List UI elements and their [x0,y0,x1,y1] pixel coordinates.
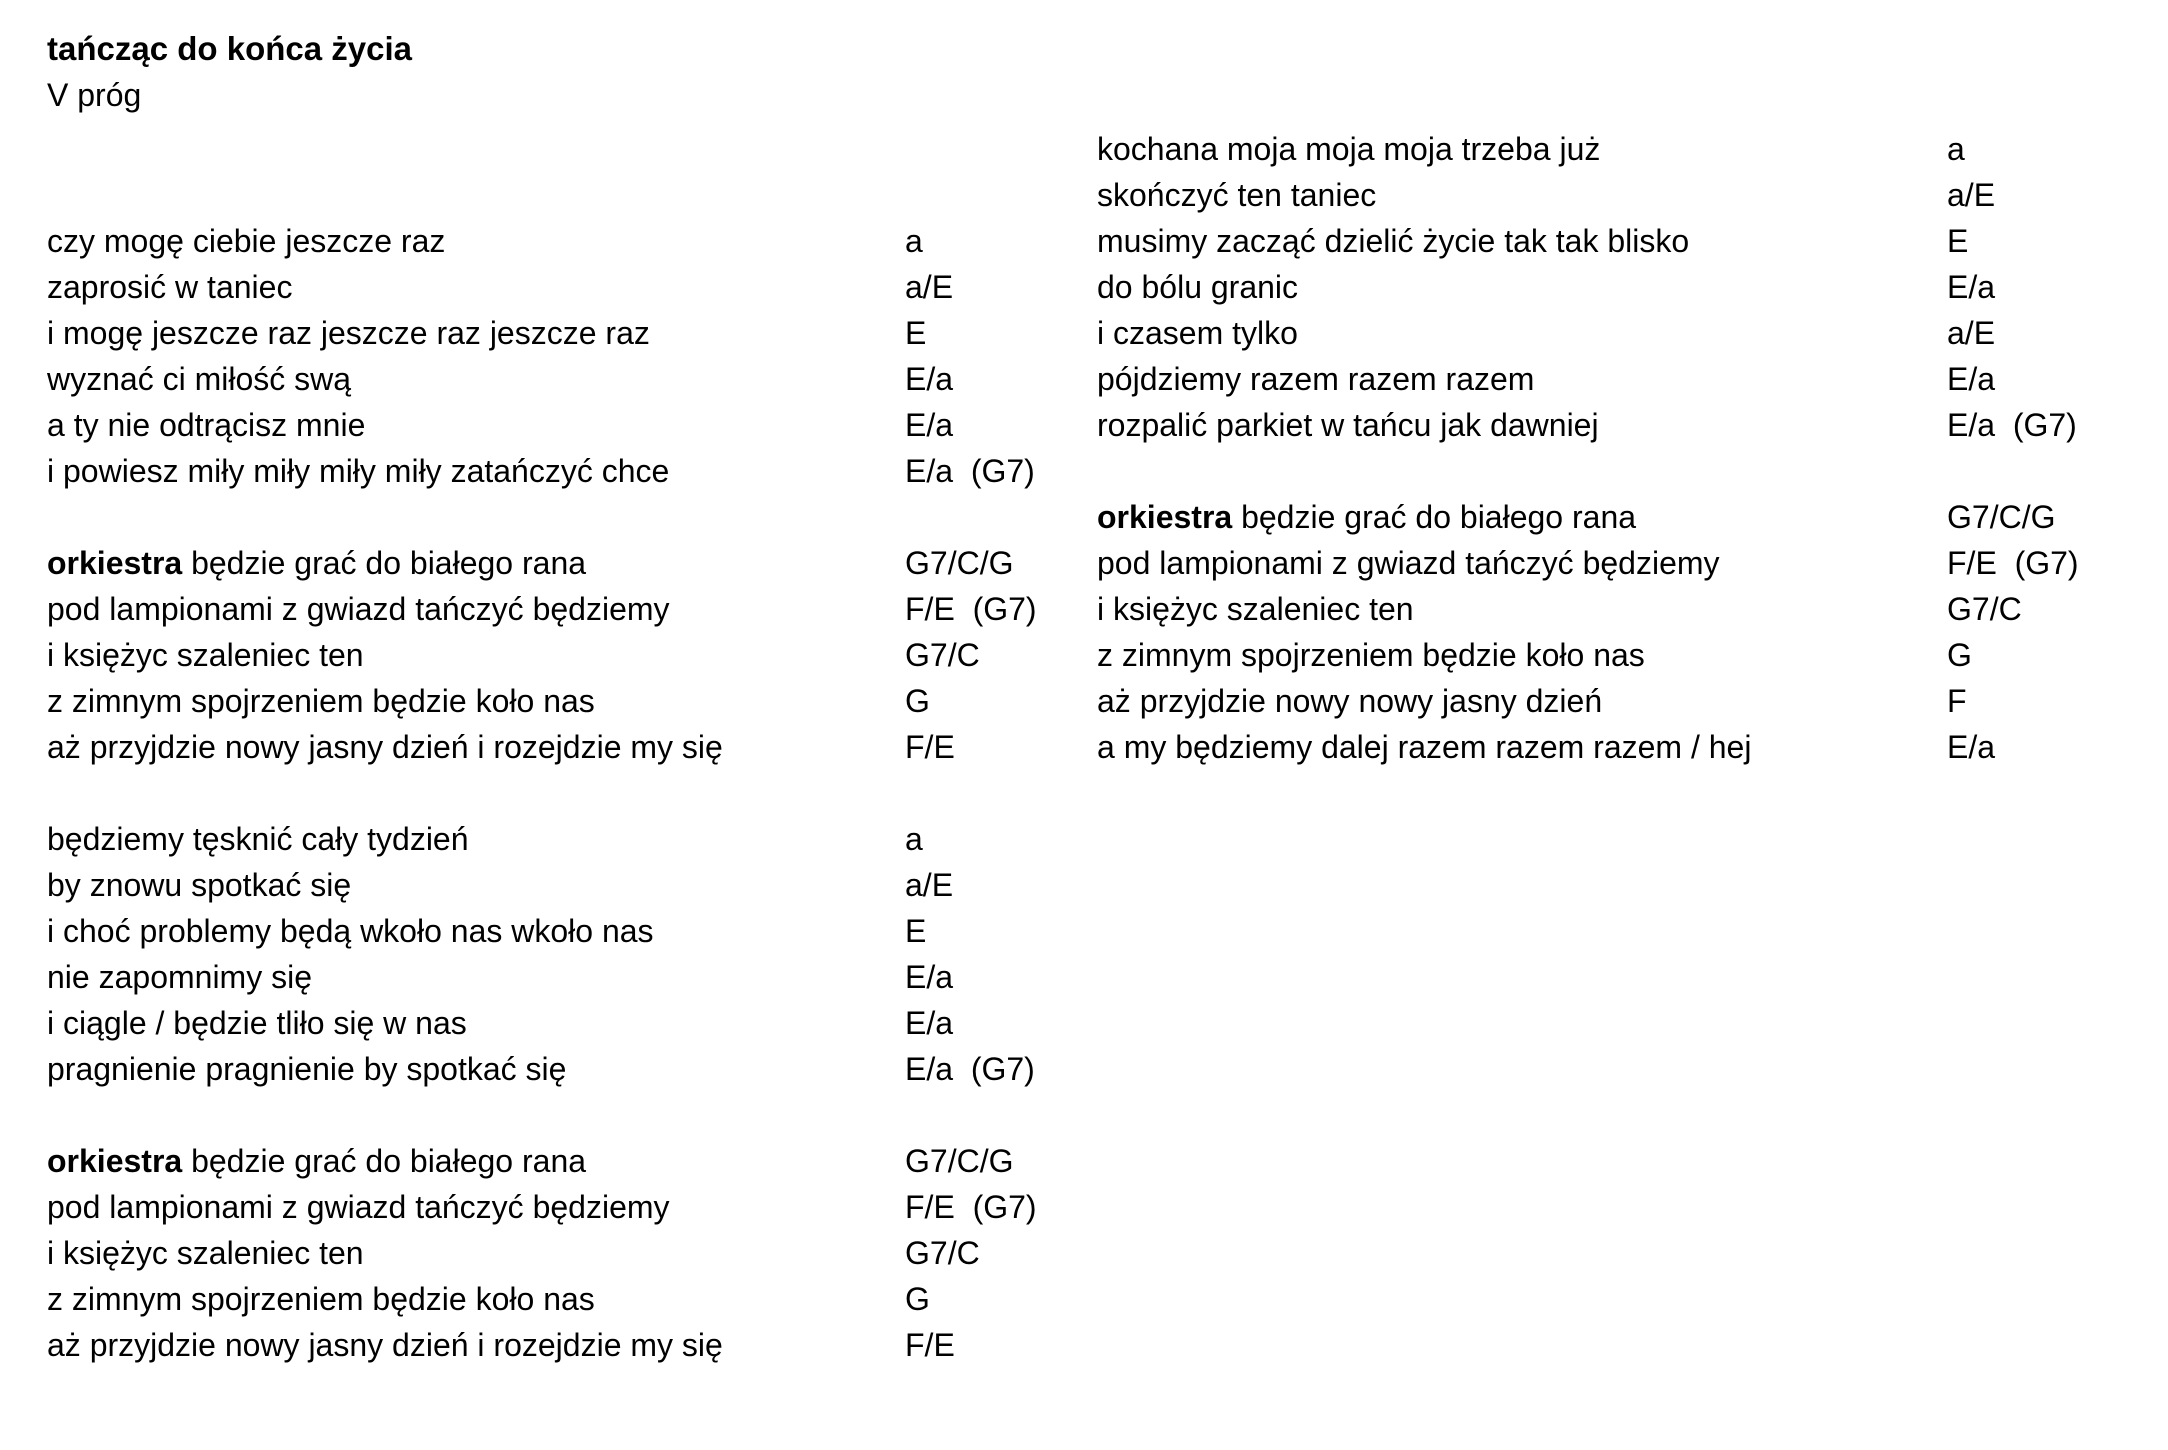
stanza [47,816,1037,1092]
lyric-line [1097,126,2079,172]
lyric-line [1097,540,2079,586]
chord-symbol: G7/C/G [1947,499,2056,535]
lyric-text: z zimnym spojrzeniem będzie koło nas [47,1281,595,1317]
lyric [1097,126,1947,172]
chord-symbol: E/a [1947,729,1996,765]
chord-symbol: a/E [1947,177,1996,213]
lyric-line [47,1138,1037,1184]
lyric-line [1097,632,2079,678]
lyric [1097,678,1947,724]
chord-symbol: G [905,683,930,719]
lyric-line [47,678,1037,724]
chord-symbol: E/a [905,959,954,995]
lyric-bold: orkiestra [47,545,183,581]
lyric-line [1097,356,2079,402]
lyric-text: będziemy tęsknić cały tydzień [47,821,469,857]
chord-symbol: E/a [1947,361,1996,397]
chord-symbol: a [1947,131,1965,167]
lyric [47,402,905,448]
stanza [1097,126,2079,448]
lyric-text: będzie grać do białego rana [1232,499,1637,535]
lyric-line [47,1230,1037,1276]
lyric-text: i księżyc szaleniec ten [47,1235,364,1271]
chord-symbol: E [905,315,927,351]
lyric [47,1000,905,1046]
lyric-text: i księżyc szaleniec ten [1097,591,1414,627]
lyric [47,1276,905,1322]
lyric-text: wyznać ci miłość swą [47,361,352,397]
lyric [1097,724,1947,770]
lyric [47,816,905,862]
lyric [47,632,905,678]
lyric-line [47,218,1037,264]
chord-symbol: G7/C [905,1235,980,1271]
chord-symbol: G [905,1281,930,1317]
chord-symbol: G7/C [905,637,980,673]
lyric-text: a ty nie odtrącisz mnie [47,407,366,443]
lyric-text: skończyć ten taniec [1097,177,1377,213]
chord-symbol: G7/C/G [905,545,1014,581]
chord-symbol: a/E [905,269,954,305]
lyric-text: i mogę jeszcze raz jeszcze raz jeszcze raz [47,315,650,351]
lyric-line [47,1184,1037,1230]
lyric-line [47,264,1037,310]
lyric-text: pójdziemy razem razem razem [1097,361,1535,397]
lyric [1097,310,1947,356]
lyric-text: pod lampionami z gwiazd tańczyć będziemy [47,1189,670,1225]
chord-symbol: F/E (G7) [905,591,1037,627]
lyric-bold: orkiestra [47,1143,183,1179]
lyric-text: i ciągle / będzie tliło się w nas [47,1005,467,1041]
lyric-text: aż przyjdzie nowy nowy jasny dzień [1097,683,1603,719]
chord-symbol: a [905,821,923,857]
lyric-line [47,1276,1037,1322]
lyric-text: zaprosić w taniec [47,269,293,305]
lyric-line [47,724,1037,770]
lyric-line [47,586,1037,632]
lyric [47,954,905,1000]
lyric-line [47,448,1037,494]
lyric [1097,586,1947,632]
lyric-text: z zimnym spojrzeniem będzie koło nas [47,683,595,719]
lyric-line [1097,402,2079,448]
lyric [1097,218,1947,264]
stanza [1097,494,2079,770]
lyric-text: rozpalić parkiet w tańcu jak dawniej [1097,407,1599,443]
chord-symbol: a [905,223,923,259]
lyric-text: by znowu spotkać się [47,867,352,903]
lyric-line [1097,586,2079,632]
chord-symbol: E/a [1947,269,1996,305]
lyric [47,724,905,770]
lyric-text: a my będziemy dalej razem razem razem / hej [1097,729,1752,765]
lyric-text: i powiesz miły miły miły miły zatańczyć chce [47,453,670,489]
lyric [1097,494,1947,540]
lyric [47,1046,905,1092]
lyric [47,586,905,632]
lyric-text: pragnienie pragnienie by spotkać się [47,1051,567,1087]
chord-symbol: E/a [905,1005,954,1041]
lyric-text: aż przyjdzie nowy jasny dzień i rozejdzie my się [47,1327,723,1363]
lyric [47,1138,905,1184]
lyric-line [1097,310,2079,356]
lyric-text: kochana moja moja moja trzeba już [1097,131,1601,167]
lyric [47,448,905,494]
chord-symbol: E [905,913,927,949]
chord-symbol: F/E (G7) [905,1189,1037,1225]
lyric-text: musimy zacząć dzielić życie tak tak blisko [1097,223,1690,259]
lyric-text: pod lampionami z gwiazd tańczyć będziemy [47,591,670,627]
lyric [47,908,905,954]
lyric [47,1322,905,1368]
stanza [47,218,1037,494]
lyric [47,218,905,264]
lyric-line [1097,678,2079,724]
lyric-line [47,954,1037,1000]
lyric [47,264,905,310]
lyric-line [47,540,1037,586]
chord-symbol: F [1947,683,1967,719]
lyric-text: do bólu granic [1097,269,1299,305]
lyric-text: i choć problemy będą wkoło nas wkoło nas [47,913,654,949]
stanza [47,540,1037,770]
lyric-text: pod lampionami z gwiazd tańczyć będziemy [1097,545,1720,581]
chord-symbol: E [1947,223,1969,259]
right-column [1097,126,2079,770]
lyric-line [47,402,1037,448]
lyric [1097,172,1947,218]
chord-symbol: F/E [905,729,955,765]
song-header [47,26,412,118]
chord-symbol: G7/C/G [905,1143,1014,1179]
lyric [1097,402,1947,448]
chord-symbol: a/E [1947,315,1996,351]
lyric-line [47,862,1037,908]
chord-symbol: F/E (G7) [1947,545,2079,581]
lyric-line [47,310,1037,356]
lyric [47,1230,905,1276]
chord-symbol: E/a (G7) [905,1051,1035,1087]
lyric-line [47,1046,1037,1092]
chord-symbol: E/a [905,361,954,397]
lyric [47,678,905,724]
lyric-text: aż przyjdzie nowy jasny dzień i rozejdzie my się [47,729,723,765]
lyric [47,1184,905,1230]
lyric-line [1097,264,2079,310]
lyric [47,356,905,402]
lyric-line [47,908,1037,954]
stanza [47,1138,1037,1368]
lyric-line [1097,724,2079,770]
chord-symbol: F/E [905,1327,955,1363]
lyric-line [1097,172,2079,218]
lyric-text: z zimnym spojrzeniem będzie koło nas [1097,637,1645,673]
chord-symbol: E/a (G7) [905,453,1035,489]
chord-symbol: a/E [905,867,954,903]
chord-symbol: G7/C [1947,591,2022,627]
lyric [1097,264,1947,310]
lyric-bold: orkiestra [1097,499,1233,535]
lyric [1097,632,1947,678]
lyric-text: będzie grać do białego rana [182,1143,587,1179]
lyric-line [47,356,1037,402]
lyric-text: i księżyc szaleniec ten [47,637,364,673]
lyric-line [47,632,1037,678]
lyric-line [1097,218,2079,264]
chord-symbol: G [1947,637,1972,673]
song-title: tańcząc do końca życia [47,30,412,67]
chord-symbol: E/a (G7) [1947,407,2077,443]
song-subtitle: V próg [47,77,142,113]
lyric-line [1097,494,2079,540]
left-column [47,218,1037,1368]
lyric [1097,356,1947,402]
lyric [47,310,905,356]
lyric-text: i czasem tylko [1097,315,1298,351]
lyric-line [47,1000,1037,1046]
lyric-text: czy mogę ciebie jeszcze raz [47,223,446,259]
lyric-text: będzie grać do białego rana [182,545,587,581]
lyric-line [47,1322,1037,1368]
lyric [47,862,905,908]
lyric-text: nie zapomnimy się [47,959,312,995]
lyric-line [47,816,1037,862]
lyric [47,540,905,586]
chord-symbol: E/a [905,407,954,443]
lyric [1097,540,1947,586]
